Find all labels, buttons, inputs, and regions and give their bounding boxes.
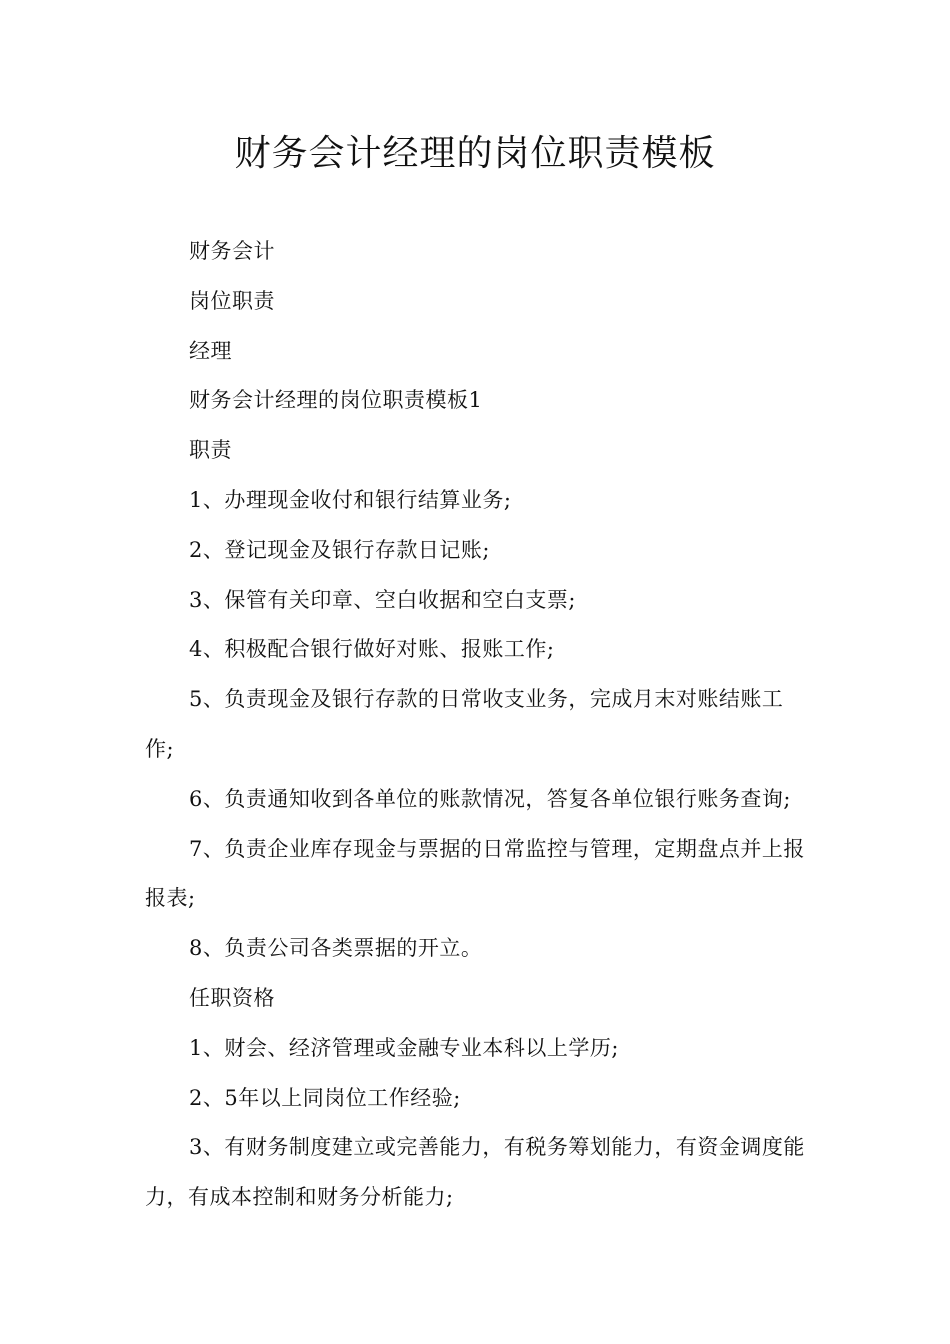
section-heading: 职责 — [189, 438, 232, 463]
list-item: 6、负责通知收到各单位的账款情况，答复各单位银行账务查询; — [189, 786, 791, 811]
list-item: 7、负责企业库存现金与票据的日常监控与管理，定期盘点并上报报表; — [145, 836, 805, 911]
list-item: 3、有财务制度建立或完善能力，有税务筹划能力，有资金调度能力，有成本控制和财务分析能力; — [145, 1135, 805, 1210]
list-item: 1、财会、经济管理或金融专业本科以上学历; — [189, 1035, 619, 1060]
paragraph: 经理 — [189, 338, 232, 363]
document-body — [145, 227, 810, 1223]
list-item: 5、负责现金及银行存款的日常收支业务，完成月末对账结账工作; — [145, 687, 784, 761]
list-item: 8、负责公司各类票据的开立。 — [189, 936, 483, 961]
document-title: 财务会计经理的岗位职责模板 — [234, 133, 716, 174]
section-heading: 财务会计经理的岗位职责模板1 — [189, 388, 483, 413]
list-item: 1、办理现金收付和银行结算业务; — [189, 487, 512, 512]
list-item: 2、5年以上同岗位工作经验; — [189, 1085, 461, 1110]
list-item: 3、保管有关印章、空白收据和空白支票; — [189, 587, 576, 612]
paragraph: 岗位职责 — [189, 288, 275, 313]
paragraph: 财务会计 — [189, 239, 275, 263]
section-heading: 任职资格 — [189, 985, 275, 1010]
list-item: 4、积极配合银行做好对账、报账工作; — [189, 637, 555, 662]
list-item: 2、登记现金及银行存款日记账; — [189, 537, 490, 562]
